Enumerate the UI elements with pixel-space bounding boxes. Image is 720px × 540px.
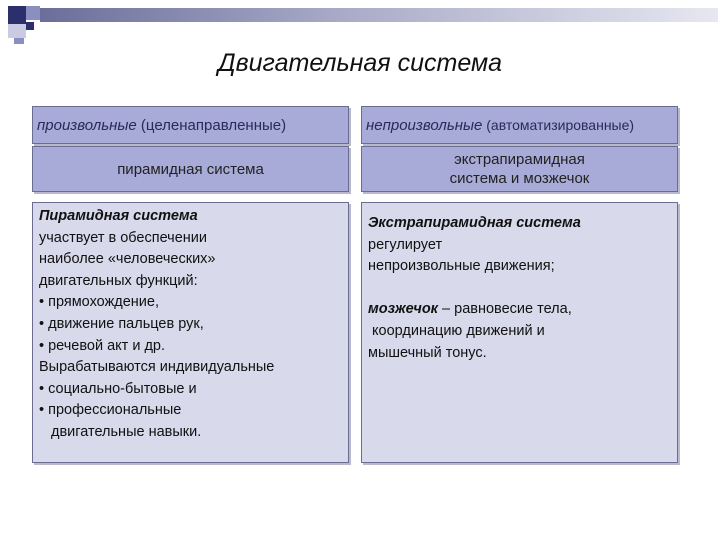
right-header-rest: (автоматизированные): [482, 117, 635, 133]
left-body-line: участвует в обеспечении: [39, 229, 207, 246]
left-header: [32, 106, 349, 144]
corner-decoration-square: [14, 38, 24, 44]
right-body: [361, 202, 678, 463]
left-bullet-item: • речевой акт и др.: [39, 337, 166, 354]
left-body-line: наиболее «человеческих»: [39, 251, 216, 268]
right-header-italic: непроизвольные: [366, 116, 483, 134]
left-bullet-item: • профессиональные: [39, 402, 182, 419]
corner-decoration-square: [26, 22, 34, 30]
left-body-term: Пирамидная система: [39, 208, 198, 224]
right-body-line: координацию движений и: [368, 322, 545, 339]
right-body-line: непроизвольные движения;: [368, 258, 555, 275]
left-body-line: двигательных функций:: [39, 272, 198, 289]
left-body-line: двигательные навыки.: [51, 423, 202, 440]
left-body-line: Вырабатываются индивидуальные: [39, 359, 275, 376]
top-gradient-bar: [40, 8, 718, 22]
left-subheader-text: пирамидная система: [117, 160, 264, 178]
right-body-term: Экстрапирамидная система: [368, 215, 581, 231]
corner-decoration-square: [26, 6, 40, 20]
left-subheader: [32, 146, 349, 192]
left-bullet-item: • прямохождение,: [39, 294, 159, 311]
right-subheader-line: система и мозжечок: [449, 170, 590, 187]
right-body-term2-line: [368, 299, 671, 321]
right-subheader: [361, 146, 678, 192]
left-bullet-item: • социально-бытовые и: [39, 380, 197, 397]
right-body-line: регулирует: [368, 236, 443, 253]
left-bullet-item: • движение пальцев рук,: [39, 315, 204, 332]
corner-decoration-square: [8, 6, 26, 24]
left-body: [32, 202, 349, 463]
right-body-term2: мозжечок: [368, 301, 439, 318]
corner-decoration-square: [8, 24, 26, 38]
left-header-rest: (целенаправленные): [136, 116, 287, 134]
right-subheader-line: экстрапирамидная: [454, 151, 585, 168]
right-body-term2-rest: – равновесие тела,: [438, 301, 572, 318]
spacer: [368, 278, 671, 300]
left-header-italic: произвольные: [37, 116, 137, 134]
right-header: [361, 106, 678, 144]
right-body-line: мышечный тонус.: [368, 344, 487, 361]
slide-title: Двигательная система: [217, 49, 502, 77]
